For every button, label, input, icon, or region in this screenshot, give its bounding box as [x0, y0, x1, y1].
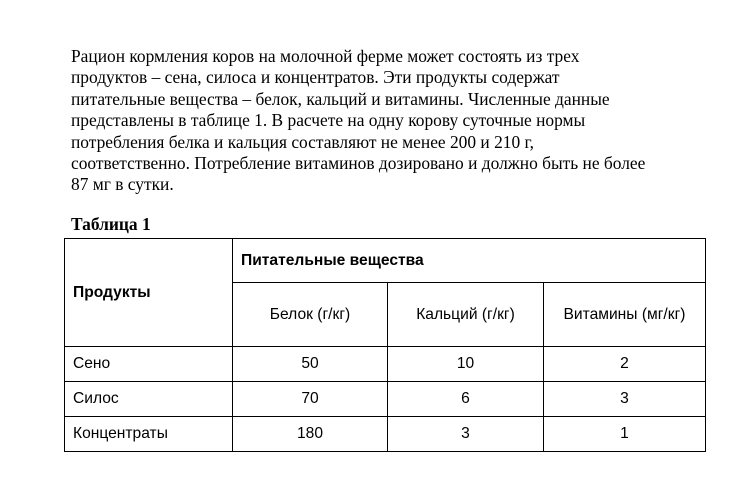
table-caption: Таблица 1 — [71, 214, 151, 234]
protein-column-header: Белок (г/кг) — [233, 283, 388, 347]
vitamins-value-cell: 1 — [544, 417, 706, 452]
products-header: Продукты — [65, 239, 233, 347]
paragraph-line: представлены в таблице 1. В расчете на одну корову суточные нормы — [71, 110, 586, 131]
product-name-cell: Концентраты — [65, 417, 233, 452]
nutrients-table — [64, 238, 706, 452]
product-name-cell: Сено — [65, 347, 233, 382]
calcium-column-header: Кальций (г/кг) — [388, 283, 544, 347]
protein-value-cell: 70 — [233, 382, 388, 417]
table-header-row — [65, 239, 706, 283]
problem-statement — [71, 46, 711, 196]
paragraph-line: соответственно. Потребление витаминов дозировано и должно быть не более — [71, 153, 646, 174]
protein-value-cell: 50 — [233, 347, 388, 382]
calcium-value-cell: 10 — [388, 347, 544, 382]
paragraph-line: потребления белка и кальция составляют не менее 200 и 210 г, — [71, 131, 535, 152]
vitamins-value-cell: 2 — [544, 347, 706, 382]
paragraph-line: продуктов – сена, силоса и концентратов. Эти продукты содержат — [71, 67, 560, 88]
table-row — [65, 347, 706, 382]
paragraph-line: 87 мг в сутки. — [71, 174, 174, 195]
paragraph-line: питательные вещества – белок, кальций и витамины. Численные данные — [71, 88, 610, 109]
table-row — [65, 417, 706, 452]
calcium-value-cell: 6 — [388, 382, 544, 417]
protein-value-cell: 180 — [233, 417, 388, 452]
vitamins-column-header: Витамины (мг/кг) — [544, 283, 706, 347]
product-name-cell: Силос — [65, 382, 233, 417]
vitamins-value-cell: 3 — [544, 382, 706, 417]
table-row — [65, 382, 706, 417]
paragraph-line: Рацион кормления коров на молочной ферме может состоять из трех — [71, 46, 580, 66]
calcium-value-cell: 3 — [388, 417, 544, 452]
nutrients-group-header: Питательные вещества — [233, 239, 706, 283]
